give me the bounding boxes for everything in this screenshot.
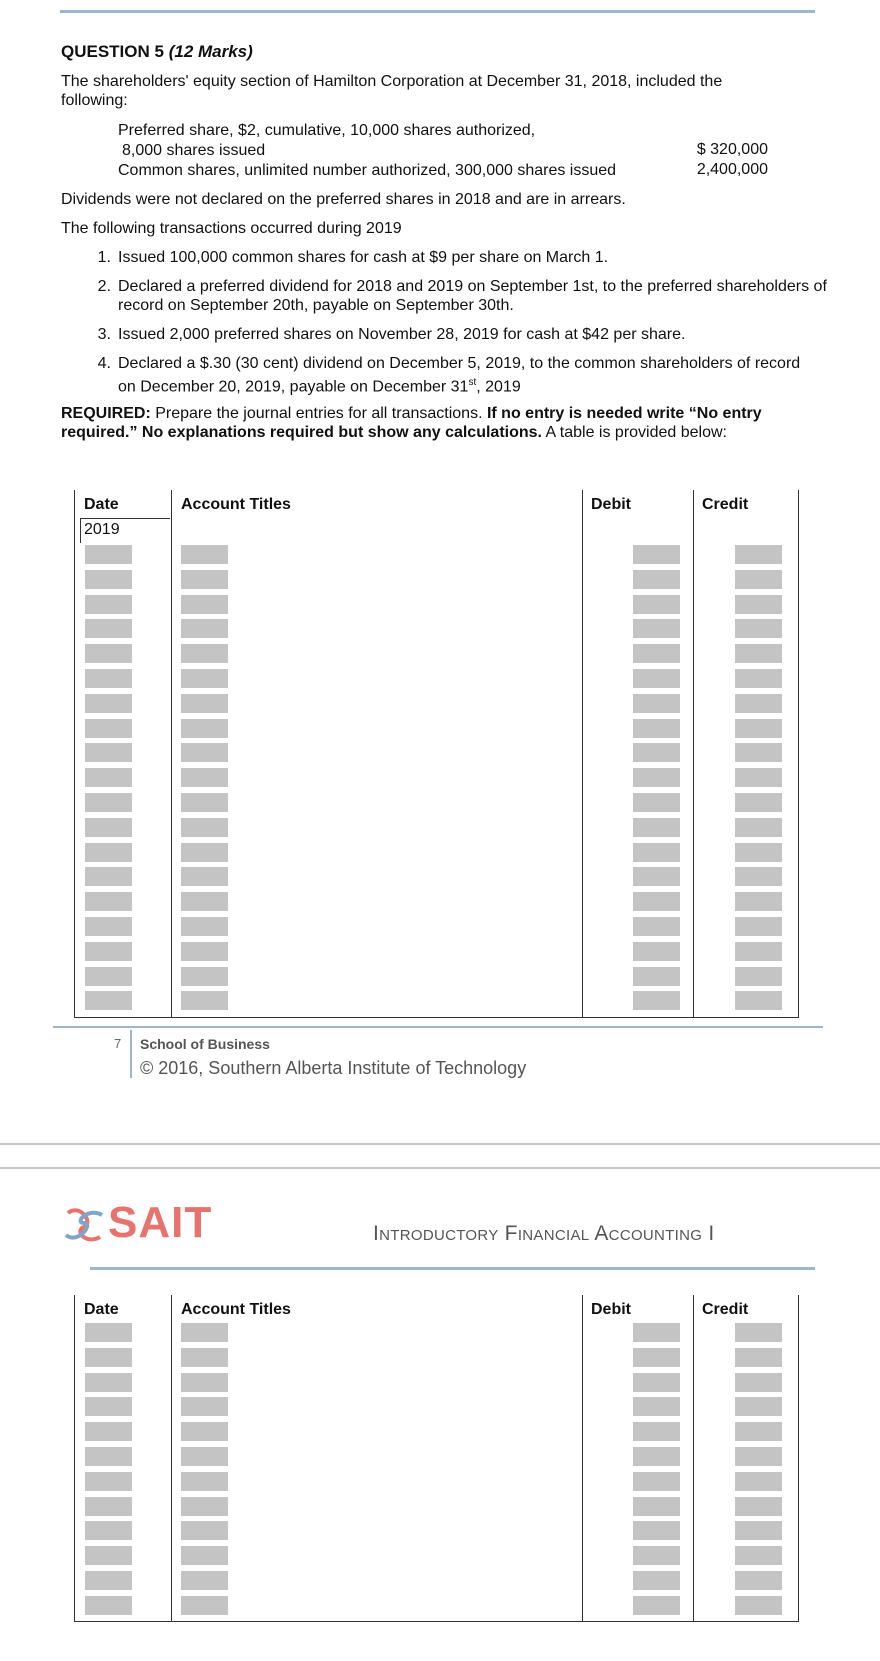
debit-input-cell[interactable]: [633, 1546, 680, 1565]
credit-input-cell[interactable]: [735, 1422, 782, 1441]
date-input-cell[interactable]: [85, 669, 132, 688]
credit-input-cell[interactable]: [735, 1348, 782, 1367]
common-line: Common shares, unlimited number authorized, 300,000 shares issued: [118, 162, 617, 179]
date-column-divider: [80, 518, 81, 543]
debit-input-cell[interactable]: [633, 1447, 680, 1466]
preferred-line-2: 8,000 shares issued: [122, 142, 266, 159]
credit-header: Credit: [702, 496, 749, 513]
account-input-cell[interactable]: [181, 1422, 228, 1441]
date-input-cell[interactable]: [85, 917, 132, 936]
debit-input-cell[interactable]: [633, 967, 680, 986]
debit-input-cell[interactable]: [633, 942, 680, 961]
journal-table: [74, 490, 799, 1018]
account-input-cell[interactable]: [181, 595, 228, 614]
debit-input-cell[interactable]: [633, 669, 680, 688]
credit-input-cell[interactable]: [735, 967, 782, 986]
page-number: 7: [114, 1036, 122, 1051]
credit-header: Credit: [702, 1301, 749, 1318]
debit-input-cell[interactable]: [633, 595, 680, 614]
account-input-cell[interactable]: [181, 743, 228, 762]
debit-input-cell[interactable]: [633, 991, 680, 1010]
intro-text: The shareholders' equity section of Hamilton Corporation at December 31, 2018, included the following:: [61, 73, 723, 109]
debit-input-cell[interactable]: [633, 719, 680, 738]
debit-input-cell[interactable]: [633, 917, 680, 936]
footer-copyright: © 2016, Southern Alberta Institute of Technology: [140, 1058, 527, 1078]
date-input-cell[interactable]: [85, 1373, 132, 1392]
page-break: [0, 1143, 880, 1169]
arrears-note: Dividends were not declared on the preferred shares in 2018 and are in arrears.: [61, 191, 626, 208]
credit-input-cell[interactable]: [735, 768, 782, 787]
debit-input-cell[interactable]: [633, 843, 680, 862]
footer-rule: [53, 1026, 823, 1028]
top-rule: [60, 10, 815, 13]
header-separator: [80, 518, 170, 519]
account-input-cell[interactable]: [181, 768, 228, 787]
debit-input-cell[interactable]: [633, 1521, 680, 1540]
credit-input-cell[interactable]: [735, 942, 782, 961]
date-input-cell[interactable]: [85, 719, 132, 738]
date-input-cell[interactable]: [85, 1546, 132, 1565]
credit-input-cell[interactable]: [735, 793, 782, 812]
debit-input-cell[interactable]: [633, 1323, 680, 1342]
account-input-cell[interactable]: [181, 1472, 228, 1491]
account-input-cell[interactable]: [181, 1397, 228, 1416]
transaction-item: 1. Issued 100,000 common shares for cash at $9 per share on March 1.: [97, 249, 609, 266]
account-input-cell[interactable]: [181, 892, 228, 911]
credit-input-cell[interactable]: [735, 1447, 782, 1466]
account-input-cell[interactable]: [181, 1348, 228, 1367]
credit-input-cell[interactable]: [735, 719, 782, 738]
date-input-cell[interactable]: [85, 1596, 132, 1615]
transaction-item: 4. Declared a $.30 (30 cent) dividend on December 5, 2019, to the common shareholders of record on December 20, 2019, payable on December 31st, 2019: [97, 355, 801, 396]
date-input-cell[interactable]: [85, 818, 132, 837]
transaction-item: 3. Issued 2,000 preferred shares on November 28, 2019 for cash at $42 per share.: [97, 326, 686, 343]
date-input-cell[interactable]: [85, 1397, 132, 1416]
account-input-cell[interactable]: [181, 967, 228, 986]
debit-input-cell[interactable]: [633, 743, 680, 762]
sait-logo-icon: [60, 1205, 108, 1250]
date-input-cell[interactable]: [85, 694, 132, 713]
credit-input-cell[interactable]: [735, 843, 782, 862]
sait-logo-text: SAIT: [108, 1198, 213, 1247]
date-header: Date: [84, 1301, 119, 1318]
debit-input-cell[interactable]: [633, 1422, 680, 1441]
account-input-cell[interactable]: [181, 1546, 228, 1565]
account-input-cell[interactable]: [181, 1447, 228, 1466]
account-input-cell[interactable]: [181, 694, 228, 713]
debit-input-cell[interactable]: [633, 1348, 680, 1367]
course-title: Introductory Financial Accounting I: [373, 1222, 715, 1245]
debit-input-cell[interactable]: [633, 1571, 680, 1590]
credit-input-cell[interactable]: [735, 570, 782, 589]
date-input-cell[interactable]: [85, 619, 132, 638]
account-input-cell[interactable]: [181, 719, 228, 738]
date-input-cell[interactable]: [85, 595, 132, 614]
credit-input-cell[interactable]: [735, 1497, 782, 1516]
account-input-cell[interactable]: [181, 942, 228, 961]
credit-input-cell[interactable]: [735, 694, 782, 713]
footer-school: School of Business: [140, 1036, 270, 1052]
account-input-cell[interactable]: [181, 619, 228, 638]
debit-input-cell[interactable]: [633, 768, 680, 787]
credit-input-cell[interactable]: [735, 545, 782, 564]
debit-input-cell[interactable]: [633, 694, 680, 713]
year-label: 2019: [84, 521, 120, 538]
account-titles-header: Account Titles: [181, 496, 291, 513]
preferred-line-1: Preferred share, $2, cumulative, 10,000 shares authorized,: [118, 122, 536, 139]
required-instructions: REQUIRED: Prepare the journal entries for all transactions. If no entry is needed write “No entry required.” No explanations required but show any calculations. A table is provided below:: [61, 405, 762, 441]
transaction-item: 2. Declared a preferred dividend for 2018 and 2019 on September 1st, to the preferred shareholders of record on September 20th, payable on September 30th.: [97, 278, 827, 314]
credit-input-cell[interactable]: [735, 1472, 782, 1491]
debit-input-cell[interactable]: [633, 892, 680, 911]
debit-input-cell[interactable]: [633, 545, 680, 564]
date-input-cell[interactable]: [85, 570, 132, 589]
common-amount: 2,400,000: [696, 161, 768, 178]
date-input-cell[interactable]: [85, 1497, 132, 1516]
date-header: Date: [84, 496, 119, 513]
date-input-cell[interactable]: [85, 843, 132, 862]
credit-input-cell[interactable]: [735, 1571, 782, 1590]
date-input-cell[interactable]: [85, 743, 132, 762]
debit-input-cell[interactable]: [633, 1472, 680, 1491]
account-input-cell[interactable]: [181, 917, 228, 936]
credit-input-cell[interactable]: [735, 991, 782, 1010]
account-input-cell[interactable]: [181, 644, 228, 663]
date-input-cell[interactable]: [85, 1447, 132, 1466]
date-input-cell[interactable]: [85, 867, 132, 886]
debit-input-cell[interactable]: [633, 570, 680, 589]
credit-input-cell[interactable]: [735, 619, 782, 638]
credit-input-cell[interactable]: [735, 1397, 782, 1416]
account-input-cell[interactable]: [181, 1373, 228, 1392]
credit-input-cell[interactable]: [735, 1521, 782, 1540]
date-input-cell[interactable]: [85, 1348, 132, 1367]
account-input-cell[interactable]: [181, 1521, 228, 1540]
credit-input-cell[interactable]: [735, 892, 782, 911]
debit-header: Debit: [591, 1301, 631, 1318]
debit-input-cell[interactable]: [633, 793, 680, 812]
credit-input-cell[interactable]: [735, 644, 782, 663]
debit-input-cell[interactable]: [633, 818, 680, 837]
debit-input-cell[interactable]: [633, 644, 680, 663]
credit-input-cell[interactable]: [735, 743, 782, 762]
account-input-cell[interactable]: [181, 793, 228, 812]
account-input-cell[interactable]: [181, 1323, 228, 1342]
debit-input-cell[interactable]: [633, 1596, 680, 1615]
date-input-cell[interactable]: [85, 991, 132, 1010]
credit-input-cell[interactable]: [735, 1373, 782, 1392]
account-input-cell[interactable]: [181, 1571, 228, 1590]
date-input-cell[interactable]: [85, 768, 132, 787]
debit-input-cell[interactable]: [633, 1397, 680, 1416]
date-input-cell[interactable]: [85, 793, 132, 812]
debit-input-cell[interactable]: [633, 619, 680, 638]
date-input-cell[interactable]: [85, 892, 132, 911]
account-input-cell[interactable]: [181, 1596, 228, 1615]
footer-divider: [130, 1030, 132, 1078]
date-input-cell[interactable]: [85, 1472, 132, 1491]
credit-input-cell[interactable]: [735, 595, 782, 614]
credit-input-cell[interactable]: [735, 917, 782, 936]
date-input-cell[interactable]: [85, 1571, 132, 1590]
account-input-cell[interactable]: [181, 991, 228, 1010]
date-input-cell[interactable]: [85, 644, 132, 663]
debit-header: Debit: [591, 496, 631, 513]
transactions-intro: The following transactions occurred during 2019: [61, 220, 402, 237]
account-input-cell[interactable]: [181, 1497, 228, 1516]
credit-input-cell[interactable]: [735, 867, 782, 886]
date-input-cell[interactable]: [85, 1422, 132, 1441]
debit-input-cell[interactable]: [633, 867, 680, 886]
date-input-cell[interactable]: [85, 1323, 132, 1342]
question-title: QUESTION 5 (12 Marks): [61, 42, 253, 61]
credit-input-cell[interactable]: [735, 1546, 782, 1565]
account-input-cell[interactable]: [181, 867, 228, 886]
account-input-cell[interactable]: [181, 818, 228, 837]
date-input-cell[interactable]: [85, 942, 132, 961]
account-input-cell[interactable]: [181, 570, 228, 589]
journal-table-2: [74, 1295, 799, 1622]
date-input-cell[interactable]: [85, 967, 132, 986]
credit-input-cell[interactable]: [735, 1323, 782, 1342]
account-input-cell[interactable]: [181, 843, 228, 862]
account-titles-header: Account Titles: [181, 1301, 291, 1318]
account-input-cell[interactable]: [181, 545, 228, 564]
credit-input-cell[interactable]: [735, 669, 782, 688]
account-input-cell[interactable]: [181, 669, 228, 688]
page2-header-rule: [90, 1267, 815, 1270]
date-input-cell[interactable]: [85, 545, 132, 564]
credit-input-cell[interactable]: [735, 1596, 782, 1615]
date-input-cell[interactable]: [85, 1521, 132, 1540]
credit-input-cell[interactable]: [735, 818, 782, 837]
preferred-amount: $ 320,000: [696, 141, 768, 158]
debit-input-cell[interactable]: [633, 1497, 680, 1516]
debit-input-cell[interactable]: [633, 1373, 680, 1392]
